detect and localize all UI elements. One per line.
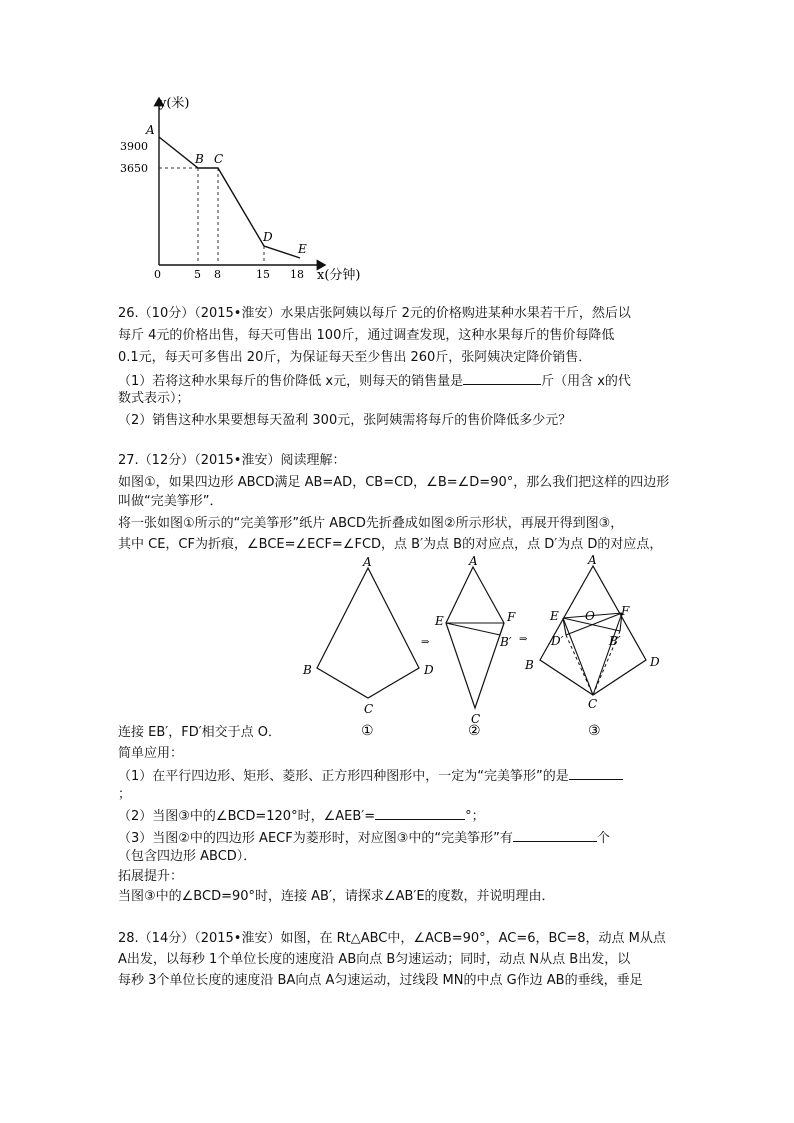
q26-line3: 0.1元，每天可多售出 20斤，为保证每天至少售出 260斤，张阿姨决定降价销售． [118,350,592,365]
point-c-label: C [214,152,224,166]
kite-figures [295,553,685,743]
fig3-label-c: C [588,697,598,711]
q27-sub1-blank[interactable] [569,766,623,780]
q27-line6: 连接 EB′，FD′相交于点 O． [118,725,282,740]
q27-sub2-text: （2）当图③中的∠BCD=120°时，∠AEB′= [118,809,376,824]
fig2-label-c: C [471,712,481,726]
figure-3-ce [563,618,593,695]
fig3-label-d: D [650,655,660,669]
q27-sub3-blank[interactable] [513,828,597,842]
figure-3 [524,553,660,739]
fig3-label-f: F [621,604,630,618]
q26-part1-cont: 数式表示）； [118,391,190,406]
fig3-label-a: A [588,553,597,567]
figure-1 [302,555,434,739]
q27-sub2-tail: °； [465,809,485,824]
figure-1-number: ① [361,723,374,739]
origin-label: 0 [154,268,161,281]
y-tick-3650: 3650 [120,162,148,175]
fig3-label-e: E [550,609,559,623]
q28-line1: 28.（14分）（2015•淮安）如图，在 Rt△ABC中，∠ACB=90°，AC=6，BC=8，动点 M从点 [118,931,666,946]
fig1-label-a: A [363,555,372,569]
extension-title: 拓展提升： [118,869,184,884]
q26-part1-tail: 斤（用含 x的代 [541,374,631,389]
q27-sub3 [118,828,610,848]
q27-sub3-text: （3）当图②中的四边形 AECF为菱形时，对应图③中的“完美筝形”有 [118,831,513,846]
fig3-label-b-prime: B′ [609,634,621,648]
point-a-label: A [146,123,155,137]
fig1-label-c: C [364,702,374,716]
x-tick-15: 15 [256,268,270,281]
figure-2-number: ② [468,723,481,739]
fig2-label-a: A [469,554,478,568]
q27-sub1-end: ； [118,787,132,802]
fig3-label-d-prime: D′ [551,634,564,648]
extension-text: 当图③中的∠BCD=90°时，连接 AB′，请探求∠AB′E的度数，并说明理由． [118,889,555,904]
q27-sub1-text: （1）在平行四边形、矩形、菱形、正方形四种图形中，一定为“完美筝形”的是 [118,769,569,784]
q26-part1 [118,371,631,391]
arrow-1: ⇒ [421,637,430,648]
q27-sub1 [118,766,623,786]
arrow-2: ⇒ [519,634,528,645]
y-tick-3900: 3900 [120,140,148,153]
q27-sub2 [118,806,485,826]
x-tick-8: 8 [214,268,221,281]
q27-line4: 将一张如图①所示的“完美筝形”纸片 ABCD先折叠成如图②所示形状，再展开得到图③， [118,516,624,531]
q26-answer-blank[interactable] [463,371,541,385]
y-axis-label: y(米) [159,96,190,111]
fig1-label-b: B [303,663,312,677]
simple-application-title: 简单应用： [118,746,184,761]
fig2-label-f: F [507,610,516,624]
x-tick-18: 18 [290,268,304,281]
q26-line2: 每斤 4元的价格出售，每天可售出 100斤，通过调查发现，这种水果每斤的售价每降低 [118,328,615,343]
q27-line3: 叫做“完美筝形”． [118,494,223,509]
distance-time-graph [120,90,380,290]
figure-3-number: ③ [588,723,601,739]
q27-line1: 27.（12分）（2015•淮安）阅读理解： [118,453,346,468]
q26-part2: （2）销售这种水果要想每天盈利 300元，张阿姨需将每斤的售价降低多少元？ [118,413,572,428]
distance-line [159,137,300,258]
figure-3-kite [540,566,646,695]
q27-sub3-tail: 个 [596,831,610,846]
figure-1-kite [317,568,419,698]
q27-line2: 如图①，如果四边形 ABCD满足 AB=AD，CB=CD，∠B=∠D=90°，那么我们把这样的四边形 [118,475,670,490]
point-b-label: B [195,152,204,166]
figure-2 [434,554,516,739]
point-e-label: E [298,242,307,256]
q26-line1: 26.（10分）（2015•淮安）水果店张阿姨以每斤 2元的价格购进某种水果若干斤，然后以 [118,306,631,321]
figure-2-fb [500,623,504,635]
figure-2-shape [446,567,504,708]
q27-sub2-blank[interactable] [375,806,465,820]
q27-line5: 其中 CE，CF为折痕，∠BCE=∠ECF=∠FCD，点 B′为点 B的对应点，点 D′为点 D的对应点， [118,537,663,552]
fig1-label-d: D [424,663,434,677]
fig2-label-e: E [435,614,444,628]
fig3-label-o: O [585,609,595,623]
x-tick-5: 5 [194,268,201,281]
point-d-label: D [263,230,273,244]
x-axis-label: x(分钟) [317,268,361,283]
figure-2-eb [446,623,500,635]
q27-sub3-cont: （包含四边形 ABCD）． [118,849,257,864]
q28-line2: A出发，以每秒 1个单位长度的速度沿 AB向点 B匀速运动；同时，动点 N从点 B出发，以 [118,952,631,967]
q26-part1-text: （1）若将这种水果每斤的售价降低 x元，则每天的销售量是 [118,374,464,389]
fig3-label-b: B [525,658,534,672]
q28-line3: 每秒 3个单位长度的速度沿 BA向点 A匀速运动，过线段 MN的中点 G作边 AB的垂线，垂足 [118,973,643,988]
fig2-label-b: B′ [500,635,512,649]
